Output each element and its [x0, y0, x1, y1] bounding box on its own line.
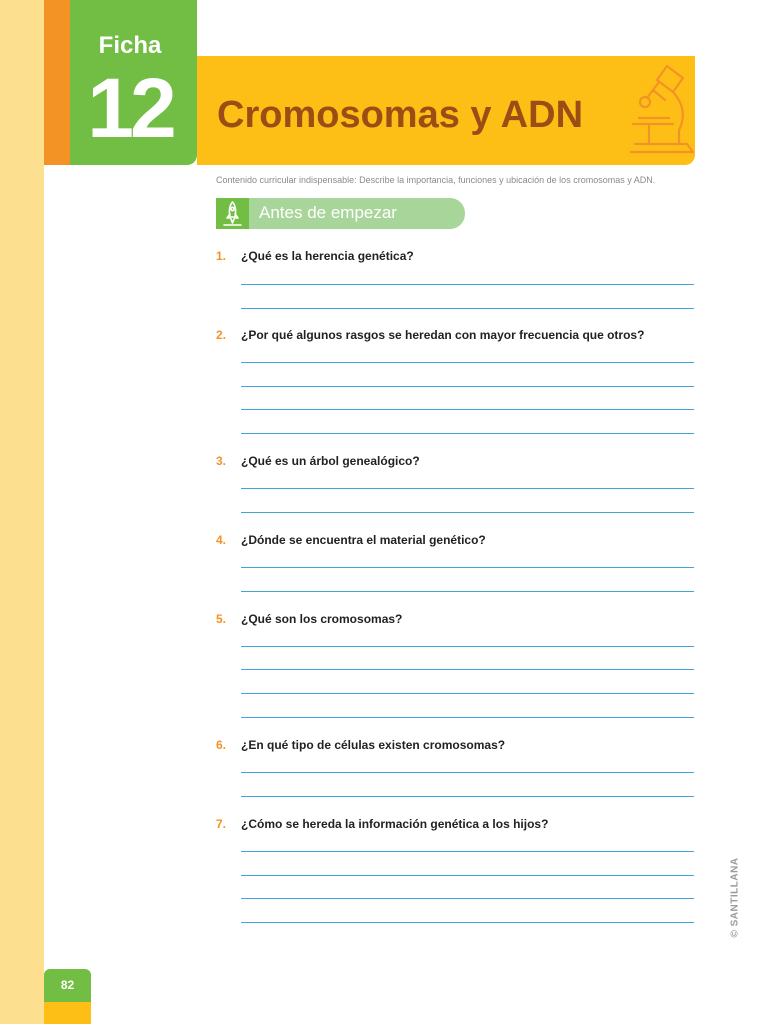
answer-line[interactable] [241, 308, 694, 309]
copyright-notice: © SANTILLANA [729, 857, 741, 938]
answer-line[interactable] [241, 386, 694, 387]
question-number: 2. [216, 328, 227, 342]
rocket-icon [216, 198, 249, 229]
question-number: 1. [216, 249, 227, 263]
curricular-note: Contenido curricular indispensable: Describe la importancia, funciones y ubicación de los cromosomas y ADN. [216, 175, 656, 185]
answer-line[interactable] [241, 922, 694, 923]
question-text: ¿Cómo se hereda la información genética a los hijos? [241, 817, 549, 831]
ficha-badge [70, 0, 197, 165]
page-number: 82 [44, 969, 91, 1002]
page-title: Cromosomas y ADN [217, 94, 584, 136]
question-text: ¿Dónde se encuentra el material genético? [241, 533, 486, 547]
answer-line[interactable] [241, 669, 694, 670]
answer-line[interactable] [241, 898, 694, 899]
question-number: 5. [216, 612, 227, 626]
question-number: 4. [216, 533, 227, 547]
answer-line[interactable] [241, 772, 694, 773]
question-text: ¿Qué son los cromosomas? [241, 612, 403, 626]
question-number: 3. [216, 454, 227, 468]
answer-line[interactable] [241, 851, 694, 852]
ficha-number: 12 [87, 61, 173, 155]
question-text: ¿Qué es la herencia genética? [241, 249, 414, 263]
page-number-tab [44, 1002, 91, 1024]
left-margin-band [0, 0, 44, 1024]
title-banner [197, 56, 695, 165]
answer-line[interactable] [241, 284, 694, 285]
section-title: Antes de empezar [259, 203, 397, 222]
section-header [216, 198, 465, 229]
answer-line[interactable] [241, 591, 694, 592]
answer-line[interactable] [241, 488, 694, 489]
ficha-label: Ficha [98, 32, 162, 59]
answer-line[interactable] [241, 796, 694, 797]
question-text: ¿En qué tipo de células existen cromosomas? [241, 738, 506, 752]
answer-line[interactable] [241, 433, 694, 434]
answer-line[interactable] [241, 693, 694, 694]
answer-line[interactable] [241, 567, 694, 568]
answer-line[interactable] [241, 646, 694, 647]
microscope-icon [629, 60, 695, 160]
answer-line[interactable] [241, 717, 694, 718]
question-number: 7. [216, 817, 227, 831]
header-orange-stripe [44, 0, 70, 165]
question-text: ¿Por qué algunos rasgos se heredan con mayor frecuencia que otros? [241, 328, 645, 342]
question-text: ¿Qué es un árbol genealógico? [241, 454, 420, 468]
answer-line[interactable] [241, 362, 694, 363]
answer-line[interactable] [241, 409, 694, 410]
answer-line[interactable] [241, 512, 694, 513]
question-number: 6. [216, 738, 227, 752]
answer-line[interactable] [241, 875, 694, 876]
